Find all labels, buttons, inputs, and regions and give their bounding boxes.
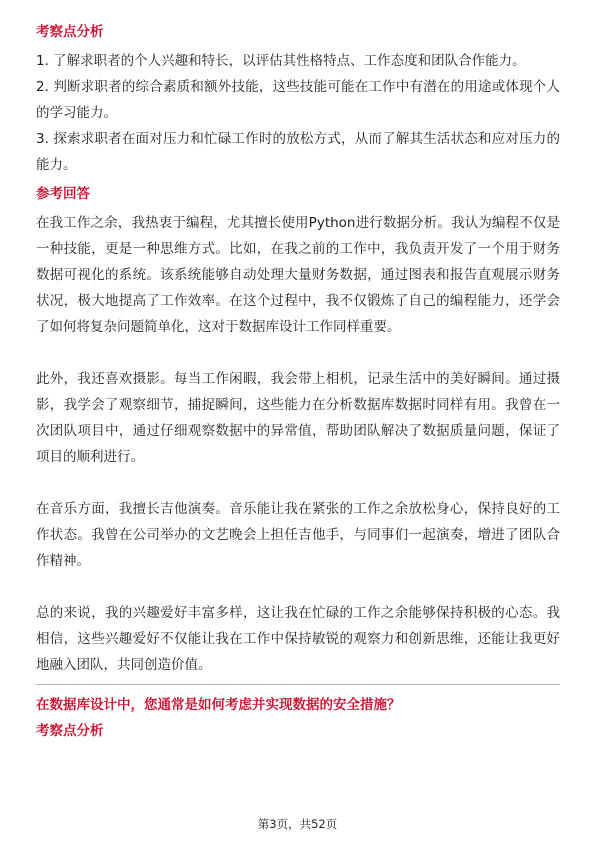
answer-paragraph-1: 在我工作之余，我热衷于编程，尤其擅长使用Python进行数据分析。我认为编程不仅是一种技能，更是一种思维方式。比如，在我之前的工作中，我负责开发了一个用于财务数据可视化的系统。该系统能够自动处理大量财务数据，通过图表和报告直观展示财务状况，极大地提高了工作效率。在这个过程中，我不仅锻炼了自己的编程能力，还学会了如何将复杂问题简单化，这对于数据库设计工作同样重要。: [36, 215, 560, 335]
section-divider: [36, 684, 560, 685]
analysis-heading: 考察点分析: [36, 24, 104, 40]
answer-paragraph-3: 在音乐方面，我擅长吉他演奏。音乐能让我在紧张的工作之余放松身心，保持良好的工作状态。我曾在公司举办的文艺晚会上担任吉他手，与同事们一起演奏，增进了团队合作精神。: [36, 501, 560, 569]
page-footer: 第3页，共52页: [257, 817, 338, 831]
analysis-list: [36, 48, 560, 178]
analysis-item-3: 3. 探索求职者在面对压力和忙碌工作时的放松方式，从而了解其生活状态和应对压力的能力。: [36, 131, 560, 173]
answer-heading: 参考回答: [36, 186, 90, 202]
page-content: [36, 22, 560, 747]
next-question: 在数据库设计中，您通常是如何考虑并实现数据的安全措施？: [36, 697, 401, 713]
next-analysis-heading: 考察点分析: [36, 723, 104, 739]
answer-paragraph-4: 总的来说，我的兴趣爱好丰富多样，这让我在忙碌的工作之余能够保持积极的心态。我相信，这些兴趣爱好不仅能让我在工作中保持敏锐的观察力和创新思维，还能让我更好地融入团队，共同创造价值。: [36, 605, 560, 673]
analysis-item-1: 1. 了解求职者的个人兴趣和特长，以评估其性格特点、工作态度和团队合作能力。: [36, 53, 526, 69]
answer-paragraph-2: 此外，我还喜欢摄影。每当工作闲暇，我会带上相机，记录生活中的美好瞬间。通过摄影，我学会了观察细节，捕捉瞬间，这些能力在分析数据库数据时同样有用。我曾在一次团队项目中，通过仔细观察数据中的异常值，帮助团队解决了数据质量问题，保证了项目的顺利进行。: [36, 371, 560, 465]
analysis-item-2: 2. 判断求职者的综合素质和额外技能，这些技能可能在工作中有潜在的用途或体现个人的学习能力。: [36, 79, 560, 121]
